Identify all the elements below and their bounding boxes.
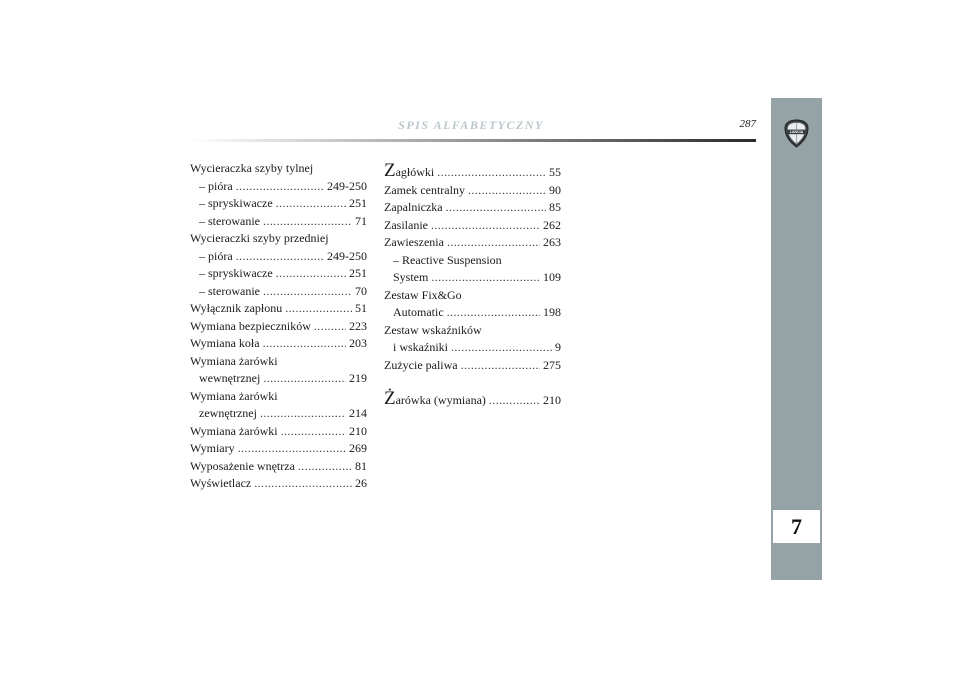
index-entry-label	[384, 182, 465, 200]
index-entry-page: 214	[349, 406, 367, 420]
index-heading: Wymiana żarówki	[190, 388, 278, 403]
index-gap	[384, 374, 561, 390]
index-entry-text: wewnętrznej	[199, 371, 261, 385]
index-heading: Zestaw wskaźników	[384, 322, 482, 337]
lancia-logo-icon	[783, 119, 810, 148]
index-entry	[190, 458, 367, 476]
index-entry	[190, 300, 367, 318]
index-entry-label	[384, 234, 444, 252]
index-entry-label	[199, 213, 260, 231]
index-column-middle	[384, 162, 561, 410]
index-entry-label	[199, 405, 257, 423]
index-entry-page: 85	[549, 200, 561, 214]
index-entry-text: – sterowanie	[199, 213, 260, 228]
index-entry-text: Wymiana bezpieczników	[190, 318, 311, 333]
index-heading: Wymiana żarówki	[190, 353, 278, 368]
index-entry-page: 109	[543, 270, 561, 284]
index-entry-label	[384, 390, 486, 410]
index-entry-text: Zasilanie	[384, 217, 428, 232]
dot-leader	[285, 300, 352, 318]
index-entry-page: 249-250	[327, 178, 367, 193]
index-entry-page: 210	[349, 423, 367, 438]
index-entry-label	[190, 440, 235, 458]
index-entry-page: 263	[543, 235, 561, 249]
index-entry-label	[393, 269, 428, 287]
index-entry-label	[384, 357, 458, 375]
dot-leader	[461, 357, 540, 375]
index-entry-page: 90	[549, 182, 561, 197]
index-entry-page: 9	[555, 340, 561, 354]
dot-leader	[276, 265, 346, 283]
chapter-number: 7	[773, 510, 820, 543]
dot-leader	[431, 269, 540, 287]
index-entry	[190, 248, 367, 266]
index-entry	[384, 182, 561, 200]
dot-leader	[314, 318, 346, 336]
dot-leader	[451, 339, 552, 357]
index-entry	[384, 357, 561, 375]
index-entry-text: Wyłącznik zapłonu	[190, 301, 283, 315]
dot-leader	[489, 392, 540, 410]
index-entry	[384, 162, 561, 182]
index-entry-text: Wymiary	[190, 441, 235, 455]
index-heading: Wycieraczka szyby tylnej	[190, 161, 314, 175]
index-entry-page: 51	[355, 301, 367, 315]
dot-leader	[238, 440, 346, 458]
index-entry-text: – spryskiwacze	[199, 266, 273, 280]
index-entry	[190, 213, 367, 231]
index-entry	[190, 265, 367, 283]
dot-leader	[263, 213, 352, 231]
index-heading: – Reactive Suspension	[393, 252, 502, 267]
index-entry-page: 210	[543, 393, 561, 407]
lancia-logo-text: LANCIA	[789, 130, 804, 135]
index-entry-label	[199, 195, 273, 213]
index-entry-text: i wskaźniki	[393, 340, 448, 354]
index-entry-text: agłówki	[395, 165, 435, 179]
index-entry	[384, 390, 561, 410]
dot-leader	[468, 182, 546, 200]
index-entry-text: – sterowanie	[199, 283, 260, 298]
dot-leader	[437, 164, 546, 182]
index-entry-text: – spryskiwacze	[199, 196, 273, 210]
chapter-side-strip	[771, 98, 822, 580]
header-rule	[190, 139, 756, 142]
index-entry-text: System	[393, 270, 429, 284]
dot-leader	[431, 217, 540, 235]
index-entry-label	[190, 300, 282, 318]
index-entry-page: 26	[355, 476, 367, 490]
index-entry-text: zewnętrznej	[199, 406, 257, 420]
dot-leader	[447, 304, 540, 322]
index-entry	[190, 178, 367, 196]
index-entry-page: 251	[349, 266, 367, 280]
index-entry	[190, 370, 367, 388]
section-initial-letter: Z	[384, 160, 396, 181]
index-entry-text: arówka (wymiana)	[395, 393, 486, 407]
index-entry-page: 249-250	[327, 248, 367, 263]
dot-leader	[263, 370, 346, 388]
dot-leader	[236, 248, 324, 266]
dot-leader	[276, 195, 346, 213]
index-entry-label	[384, 162, 434, 182]
index-entry-text: Zapalniczka	[384, 200, 443, 214]
index-entry	[190, 283, 367, 301]
index-entry-label	[393, 304, 444, 322]
index-entry	[190, 440, 367, 458]
index-entry	[190, 405, 367, 423]
index-entry-label	[190, 318, 311, 336]
index-entry-page: 219	[349, 371, 367, 385]
index-entry-text: – pióra	[199, 178, 233, 193]
index-entry-text: – pióra	[199, 248, 233, 263]
index-heading: Zestaw Fix&Go	[384, 287, 462, 302]
index-entry-label	[199, 283, 260, 301]
index-entry	[384, 199, 561, 217]
index-entry	[190, 423, 367, 441]
index-entry-label	[190, 335, 260, 353]
index-entry-label	[199, 248, 233, 266]
index-entry	[384, 234, 561, 252]
dot-leader	[236, 178, 324, 196]
index-entry-label	[199, 178, 233, 196]
index-entry	[384, 339, 561, 357]
index-entry	[190, 475, 367, 493]
dot-leader	[281, 423, 346, 441]
index-entry-text: Wyświetlacz	[190, 476, 252, 490]
index-entry-text: Zużycie paliwa	[384, 357, 458, 372]
dot-leader	[260, 405, 346, 423]
index-entry	[190, 318, 367, 336]
index-entry-label	[199, 370, 260, 388]
index-entry	[190, 335, 367, 353]
index-entry	[190, 195, 367, 213]
index-entry-page: 71	[355, 213, 367, 228]
index-entry-label	[384, 199, 443, 217]
index-entry-page: 269	[349, 441, 367, 455]
page-number: 287	[739, 118, 756, 130]
index-entry-page: 55	[549, 165, 561, 179]
index-entry-text: Wymiana koła	[190, 336, 260, 350]
dot-leader	[263, 335, 346, 353]
running-header-title: SPIS ALFABETYCZNY	[398, 118, 544, 132]
dot-leader	[263, 283, 352, 301]
index-entry	[384, 269, 561, 287]
index-entry-page: 198	[543, 305, 561, 319]
index-entry-label	[190, 423, 278, 441]
index-heading: Wycieraczki szyby przedniej	[190, 231, 329, 245]
index-entry-page: 223	[349, 318, 367, 333]
index-entry-label	[190, 458, 295, 476]
index-entry-label	[190, 475, 251, 493]
index-entry-text: Wyposażenie wnętrza	[190, 458, 295, 473]
dot-leader	[447, 234, 540, 252]
index-entry-page: 81	[355, 458, 367, 473]
dot-leader	[446, 199, 546, 217]
index-entry-text: Zamek centralny	[384, 182, 465, 197]
index-entry-page: 262	[543, 217, 561, 232]
index-entry-page: 70	[355, 283, 367, 298]
dot-leader	[254, 475, 352, 493]
index-entry	[384, 304, 561, 322]
index-entry-label	[384, 217, 428, 235]
index-entry-page: 203	[349, 336, 367, 350]
index-entry-page: 275	[543, 357, 561, 372]
index-entry-label	[393, 339, 448, 357]
index-entry-label	[199, 265, 273, 283]
index-entry-text: Automatic	[393, 305, 444, 319]
index-entry-page: 251	[349, 196, 367, 210]
index-entry-text: Wymiana żarówki	[190, 423, 278, 438]
index-entry	[384, 217, 561, 235]
index-entry-text: Zawieszenia	[384, 235, 444, 249]
index-column-left	[190, 160, 367, 493]
section-initial-letter: Ż	[384, 388, 396, 409]
dot-leader	[298, 458, 352, 476]
